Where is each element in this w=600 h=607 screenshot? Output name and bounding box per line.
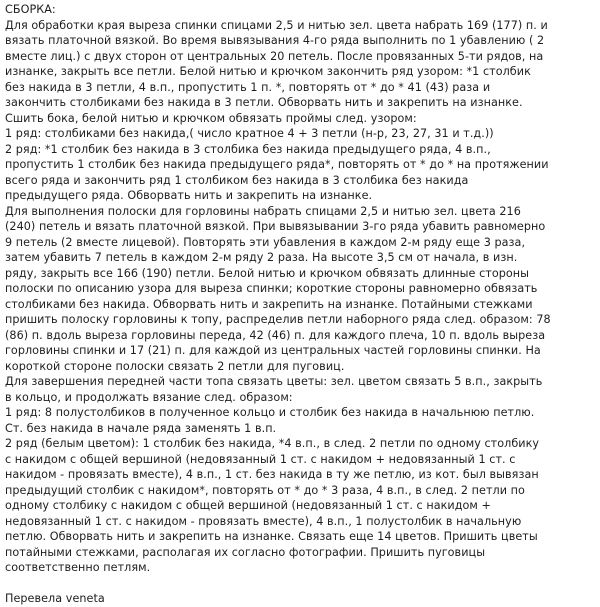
text-line: Ст. без накида в начале ряда заменять 1 в.п.: [5, 421, 277, 435]
text-line: Сшить бока, белой нитью и крючком обвязать проймы след. узором:: [5, 111, 417, 125]
text-line: Для выполнения полоски для горловины набрать спицами 2,5 и нитью зел. цвета 216: [5, 204, 521, 218]
text-line: Для завершения передней части топа связать цветы: зел. цветом связать 5 в.п., закрыть: [5, 375, 543, 388]
text-line: пришить полоску горловины к топу, распределив петли наборного ряда след. образом: 78: [5, 313, 551, 326]
text-line: (86) п. вдоль выреза горловины переда, 42 (46) п. для каждого плеча, 10 п. вдоль выреза: [5, 328, 546, 342]
text-line: закончить столбиками без накида в 3 петли. Обворвать нить и закрепить на изнанке.: [5, 96, 523, 109]
text-line: одному столбику с накидом с общей вершиной (недовязанный 1 ст. с накидом +: [5, 499, 491, 512]
text-line: петлю. Обворвать нить и закрепить на изнанке. Связать еще 14 цветов. Пришить цветы: [5, 530, 538, 543]
document-text: [5, 18, 597, 576]
text-line: затем убавить 7 петель в каждом 2-м ряду 2 раза. На высоте 3,5 см от начала, в изн.: [5, 251, 518, 264]
text-line: потайными стежками, располагая их согласно фотографии. Пришить пуговицы: [5, 545, 486, 559]
text-line: изнанке, закрыть все петли. Белой нитью и крючком закончить ряд узором: *1 столбик: [5, 65, 531, 78]
document-signature: Перевела veneta: [5, 592, 105, 605]
text-line: вязать платочной вязкой. Во время вывязывания 4-го ряда выполнить по 1 убавлению ( 2: [5, 34, 545, 47]
text-line: 2 ряд: *1 столбик без накида в 3 столбика без накида предыдущего ряда, 4 в.п.,: [5, 142, 491, 156]
text-line: 2 ряд (белым цветом): 1 столбик без накида, *4 в.п., в след. 2 петли по одному столбику: [5, 437, 540, 450]
document-body: [5, 2, 597, 607]
text-line: накидом - провязать вместе), 4 в.п., 1 ст. без накида в ту же петлю, из кот. был вывязан: [5, 468, 539, 481]
text-line: Для обработки края выреза спинки спицами 2,5 и нитью зел. цвета набрать 169 (177) п. и: [5, 18, 548, 32]
text-line: полоски по описанию узора для выреза спинки; короткие стороны равномерно обвязать: [5, 282, 538, 295]
text-line: вместе лиц.) с двух сторон от центральных 20 петель. После провязанных 5-ти рядов, на: [5, 49, 544, 63]
text-line: 1 ряд: столбиками без накида,( число кратное 4 + 3 петли (н-р, 23, 27, 31 и т.д.)): [5, 127, 494, 140]
text-line: короткой стороне полоски связать 2 петли для пуговиц.: [5, 359, 345, 373]
text-line: ряду, закрыть все 166 (190) петли. Белой нитью и крючком обвязать длинные стороны: [5, 266, 530, 280]
document-heading: СБОРКА:: [5, 3, 56, 16]
spacer: [5, 576, 597, 592]
text-line: столбиками без накида. Обворвать нить и закрепить на изнанке. Потайными стежками: [5, 297, 533, 311]
text-line: без накида в 3 петли, 4 в.п., пропустить 1 п. *, повторять от * до * 41 (43) раза и: [5, 80, 491, 94]
text-line: недовязанный 1 ст. с накидом - провязать вместе), 4 в.п., 1 полустолбик в начальную: [5, 514, 522, 528]
text-line: всего ряда и закончить ряд 1 столбиком без накида в 3 столбика без накида: [5, 173, 469, 187]
text-line: (240) петель и вязать платочной вязкой. При вывязывании 3-го ряда убавить равномерно: [5, 220, 546, 233]
text-line: предыдущий столбик с накидом*, повторять от * до * 3 раза, 4 в.п., в след. 2 петли по: [5, 483, 525, 497]
text-line: пропустить 1 столбик без накида предыдущего ряда*, повторять от * до * на протяжении: [5, 158, 549, 171]
text-line: с накидом с общей вершиной (недовязанный 1 ст. с накидом + недовязанный 1 ст. с: [5, 452, 516, 466]
text-line: горловины спинки и 17 (21) п. для каждой из центральных частей горловины спинки. На: [5, 344, 541, 357]
text-line: соответственно петлям.: [5, 561, 151, 574]
text-line: 1 ряд: 8 полустолбиков в полученное кольцо и столбик без накида в начальнюю петлю.: [5, 406, 535, 419]
text-line: в кольцо, и продолжать вязание след. образом:: [5, 390, 293, 404]
text-line: 9 петель (2 вместе лицевой). Повторять эти убавления в каждом 2-м ряду еще 3 раза,: [5, 235, 526, 249]
text-line: предыдущего ряда. Обворвать нить и закрепить на изнанке.: [5, 189, 373, 202]
